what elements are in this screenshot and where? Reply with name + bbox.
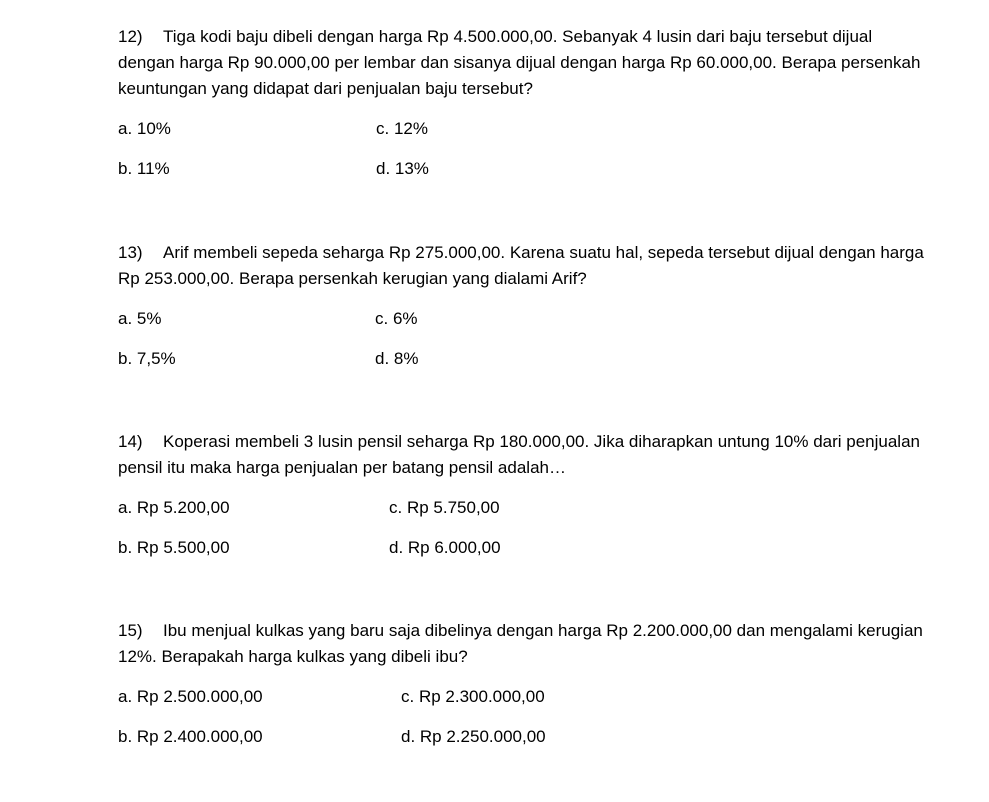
question-body: Ibu menjual kulkas yang baru saja dibelinya dengan harga Rp 2.200.000,00 dan mengalami kerugian 12%. Berapakah harga kulkas yang dibeli ibu?: [118, 621, 923, 666]
option-b: b. 11%: [118, 159, 170, 178]
option-c: c. 12%: [376, 119, 428, 138]
option-b: b. Rp 5.500,00: [118, 538, 230, 557]
option-c: c. 6%: [375, 309, 418, 328]
option-row: [118, 495, 928, 521]
option-c: c. Rp 5.750,00: [389, 498, 500, 517]
question-text: [118, 618, 928, 670]
option-a: a. Rp 2.500.000,00: [118, 687, 263, 706]
option-row: [118, 346, 928, 372]
option-row: [118, 684, 928, 710]
option-a: a. 5%: [118, 309, 162, 328]
question-text: [118, 240, 928, 292]
question-number: 14): [118, 432, 143, 451]
question-body: Koperasi membeli 3 lusin pensil seharga Rp 180.000,00. Jika diharapkan untung 10% dari penjualan pensil itu maka harga penjualan per batang pensil adalah…: [118, 432, 920, 477]
option-row: [118, 724, 928, 750]
option-row: [118, 535, 928, 561]
question-15: [118, 618, 928, 750]
option-d: d. 8%: [375, 349, 419, 368]
option-c: c. Rp 2.300.000,00: [401, 687, 545, 706]
option-d: d. 13%: [376, 159, 429, 178]
option-row: [118, 116, 928, 142]
option-b: b. 7,5%: [118, 349, 176, 368]
question-number: 12): [118, 27, 143, 46]
question-text: [118, 429, 928, 481]
question-13: [118, 240, 928, 372]
option-row: [118, 306, 928, 332]
question-text: [118, 24, 928, 102]
question-number: 13): [118, 243, 143, 262]
question-12: [118, 24, 928, 182]
option-d: d. Rp 6.000,00: [389, 538, 501, 557]
question-body: Tiga kodi baju dibeli dengan harga Rp 4.500.000,00. Sebanyak 4 lusin dari baju tersebut dijual dengan harga Rp 90.000,00 per lembar dan sisanya dijual dengan harga Rp 60.000,00. Berapa persenkah keuntungan yang didapat dari penjualan baju tersebut?: [118, 27, 921, 98]
option-b: b. Rp 2.400.000,00: [118, 727, 263, 746]
option-a: a. 10%: [118, 119, 171, 138]
question-number: 15): [118, 621, 143, 640]
question-14: [118, 429, 928, 561]
option-a: a. Rp 5.200,00: [118, 498, 230, 517]
question-body: Arif membeli sepeda seharga Rp 275.000,00. Karena suatu hal, sepeda tersebut dijual dengan harga Rp 253.000,00. Berapa persenkah kerugian yang dialami Arif?: [118, 243, 924, 288]
option-d: d. Rp 2.250.000,00: [401, 727, 546, 746]
option-row: [118, 156, 928, 182]
